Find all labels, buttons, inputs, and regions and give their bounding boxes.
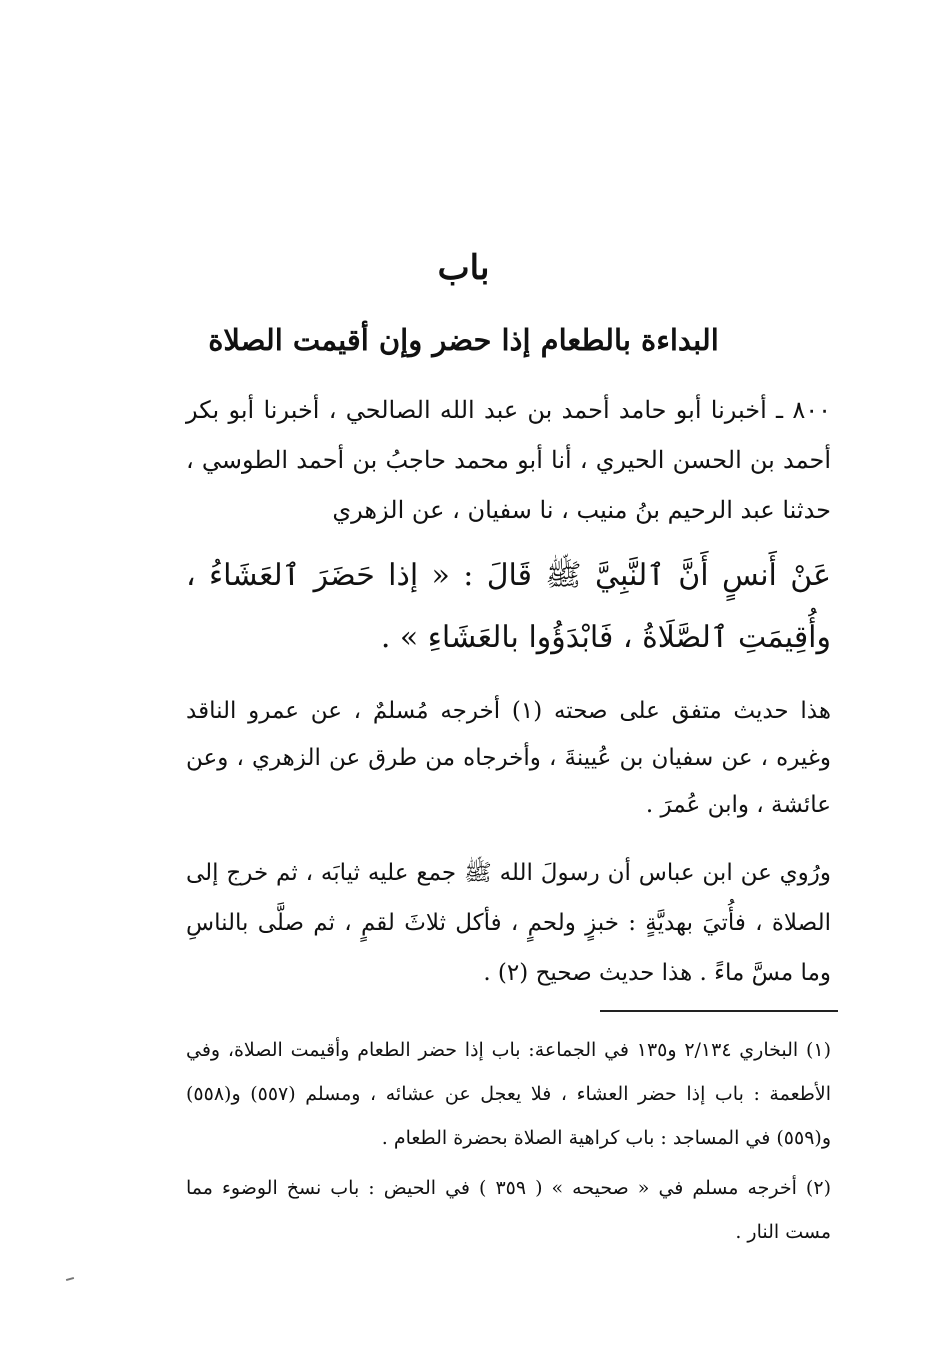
hadith-isnad: ٨٠٠ ـ أخبرنا أبو حامد أحمد بن عبد الله الصالحي ، أخبرنا أبو بكر أحمد بن الحسن الحيري ، أنا أبو محمد حاجبُ بن أحمد الطوسي ، حدثنا عبد الرحيم بنُ منيب ، نا سفيان ، عن الزهري (186, 396, 831, 524)
footnote-1: (١) البخاري ٢/١٣٤ و١٣٥ في الجماعة: باب إذا حضر الطعام وأقيمت الصلاة، وفي الأطعمة : باب إذا حضر العشاء ، فلا يعجل عن عشائه ، ومسلم (٥٥٧) و(٥٥٨) و(٥٥٩) في المساجد : باب كراهية الصلاة بحضرة الطعام . (186, 1039, 832, 1149)
footnote-separator (600, 1010, 838, 1012)
footnote-2: (٢) أخرجه مسلم في « صحيحه » ( ٣٥٩ ) في الحيض : باب نسخ الوضوء مما مست النار . (186, 1177, 831, 1243)
scan-speck (66, 1277, 74, 1281)
hadith-commentary: هذا حديث متفق على صحته (١) أخرجه مُسلمٌ ، عن عمرو الناقد وغيره ، عن سفيان بن عُيينةَ ، وأخرجاه من طرق عن الزهري ، وعن عائشة ، وابن عُمرَ . (186, 698, 831, 818)
chapter-title: البداءة بالطعام إذا حضر وإن أقيمت الصلاة (208, 323, 719, 357)
second-narration: ورُوي عن ابن عباس أن رسولَ الله ﷺ جمع عليه ثيابَه ، ثم خرج إلى الصلاة ، فأُتيَ بهديَّةٍ : خبزٍ ولحمٍ ، فأكل ثلاثَ لقمٍ ، ثم صلَّى بالناسِ وما مسَّ ماءً . هذا حديث صحيح (٢) . (186, 860, 831, 986)
chapter-heading: باب (437, 248, 490, 288)
hadith-matn: عَنْ أَنسٍ أَنَّ ٱلنَّبِيَّ ﷺ قَالَ : « إذا حَضَرَ ٱلعَشَاءُ ، وأُقِيمَتِ ٱلصَّلَاةُ ، فَابْدَؤُوا بالعَشَاءِ » . (186, 558, 831, 655)
footnotes (186, 1028, 831, 1260)
